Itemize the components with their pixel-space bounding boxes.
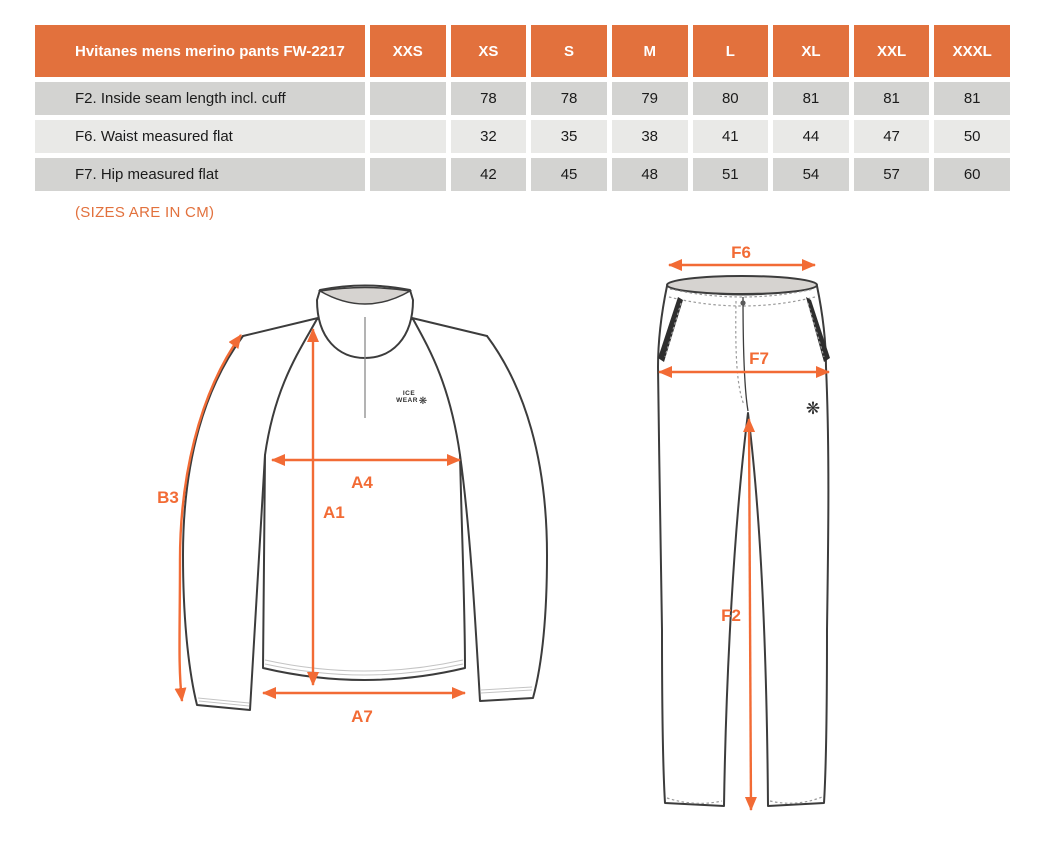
cell-value: 41 <box>693 120 769 153</box>
cell-value: 48 <box>612 158 688 191</box>
pants-measurement-diagram <box>640 245 1035 845</box>
shirt-drawing <box>183 286 547 711</box>
cell-value: 45 <box>531 158 607 191</box>
flower-asterisk-icon: ❋ <box>805 399 821 418</box>
f2-arrow <box>749 419 751 810</box>
pants-drawing <box>658 276 830 806</box>
row-label: F7. Hip measured flat <box>35 158 365 191</box>
sizes-unit-note: (SIZES ARE IN CM) <box>75 204 215 221</box>
size-header-xl: XL <box>773 25 849 77</box>
cell-value <box>370 120 446 153</box>
cell-value: 78 <box>531 82 607 115</box>
size-header-xs: XS <box>451 25 527 77</box>
cell-value: 79 <box>612 82 688 115</box>
cell-value: 32 <box>451 120 527 153</box>
shirt-body <box>263 319 465 680</box>
svg-text:ICE: ICE <box>402 390 416 397</box>
size-header-s: S <box>531 25 607 77</box>
cell-value <box>370 158 446 191</box>
cell-value: 47 <box>854 120 930 153</box>
cell-value: 50 <box>934 120 1010 153</box>
cell-value: 81 <box>854 82 930 115</box>
waistband-top <box>667 276 817 294</box>
table-row-f6 <box>35 120 1010 153</box>
cell-value: 78 <box>451 82 527 115</box>
table-row-f7 <box>35 158 1010 191</box>
cell-value: 42 <box>451 158 527 191</box>
shirt-left-sleeve <box>183 336 265 710</box>
flower-asterisk-icon: ❋ <box>418 396 428 407</box>
cell-value: 60 <box>934 158 1010 191</box>
a7-label: A7 <box>351 707 373 726</box>
a4-label: A4 <box>351 473 373 492</box>
b3-label: B3 <box>157 488 179 507</box>
f7-label: F7 <box>749 349 769 368</box>
svg-text:WEAR: WEAR <box>396 397 418 404</box>
cell-value: 80 <box>693 82 769 115</box>
cell-value: 81 <box>934 82 1010 115</box>
row-label: F6. Waist measured flat <box>35 120 365 153</box>
product-title-cell: Hvitanes mens merino pants FW-2217 <box>35 25 365 77</box>
shirt-left-shoulder-seam <box>243 318 318 336</box>
size-header-m: M <box>612 25 688 77</box>
size-header-xxs: XXS <box>370 25 446 77</box>
size-header-l: L <box>693 25 769 77</box>
size-chart-table <box>30 20 1015 196</box>
cell-value <box>370 82 446 115</box>
size-header-xxxl: XXXL <box>934 25 1010 77</box>
shirt-right-shoulder-seam <box>412 318 487 336</box>
size-chart-header-row <box>35 25 1010 77</box>
waist-button <box>740 300 745 305</box>
f2-label: F2 <box>721 606 741 625</box>
size-header-xxl: XXL <box>854 25 930 77</box>
row-label: F2. Inside seam length incl. cuff <box>35 82 365 115</box>
cell-value: 44 <box>773 120 849 153</box>
shirt-right-sleeve <box>460 336 547 701</box>
shirt-measurement-diagram <box>150 255 582 730</box>
cell-value: 81 <box>773 82 849 115</box>
cell-value: 35 <box>531 120 607 153</box>
cell-value: 38 <box>612 120 688 153</box>
a1-label: A1 <box>323 503 345 522</box>
cell-value: 51 <box>693 158 769 191</box>
f6-label: F6 <box>731 245 751 262</box>
pants-body <box>658 286 828 806</box>
table-row-f2 <box>35 82 1010 115</box>
cell-value: 57 <box>854 158 930 191</box>
cell-value: 54 <box>773 158 849 191</box>
